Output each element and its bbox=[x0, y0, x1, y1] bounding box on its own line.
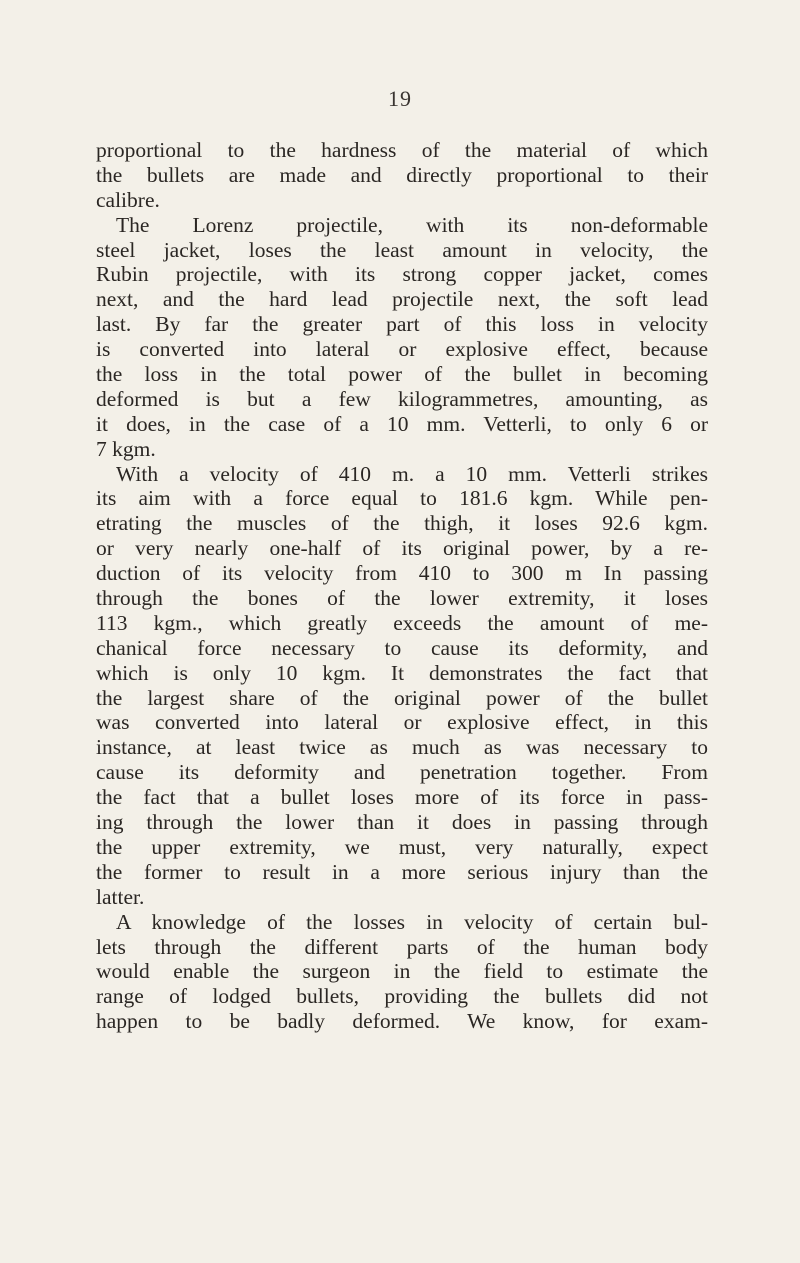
text-line: The Lorenz projectile, with its non-deformable bbox=[116, 212, 708, 237]
text-line: the fact that a bullet loses more of its force in pass- bbox=[96, 785, 708, 810]
text-line: would enable the surgeon in the field to estimate the bbox=[96, 959, 708, 984]
text-line: Rubin projectile, with its strong copper jacket, comes bbox=[96, 262, 708, 287]
text-line: the upper extremity, we must, very naturally, expect bbox=[96, 834, 708, 859]
text-line: deformed is but a few kilogrammetres, amounting, as bbox=[96, 386, 708, 411]
text-line: or very nearly one-half of its original power, by a re- bbox=[96, 536, 708, 561]
text-line: latter. bbox=[96, 884, 145, 909]
text-line: which is only 10 kgm. It demonstrates the fact that bbox=[96, 660, 708, 685]
text-line: it does, in the case of a 10 mm. Vetterli, to only 6 or bbox=[96, 411, 708, 436]
text-line: is converted into lateral or explosive effect, because bbox=[96, 337, 708, 362]
text-line: cause its deformity and penetration together. From bbox=[96, 760, 708, 785]
text-line: calibre. bbox=[96, 187, 160, 212]
text-line: the former to result in a more serious injury than the bbox=[96, 859, 708, 884]
text-line: etrating the muscles of the thigh, it loses 92.6 kgm. bbox=[96, 511, 708, 536]
text-line: steel jacket, loses the least amount in velocity, the bbox=[96, 237, 708, 262]
text-line: was converted into lateral or explosive effect, in this bbox=[96, 710, 708, 735]
text-line: its aim with a force equal to 181.6 kgm. While pen- bbox=[96, 486, 708, 511]
text-line: A knowledge of the losses in velocity of certain bul- bbox=[116, 909, 708, 934]
text-line: lets through the different parts of the human body bbox=[96, 934, 708, 959]
text-line: duction of its velocity from 410 to 300 m In passing bbox=[96, 561, 708, 586]
text-line: last. By far the greater part of this loss in velocity bbox=[96, 312, 708, 337]
text-line: the loss in the total power of the bullet in becoming bbox=[96, 362, 708, 387]
text-line: the largest share of the original power of the bullet bbox=[96, 685, 708, 710]
text-line: chanical force necessary to cause its deformity, and bbox=[96, 635, 708, 660]
text-line: 113 kgm., which greatly exceeds the amount of me- bbox=[96, 610, 708, 635]
text-line: through the bones of the lower extremity, it loses bbox=[96, 586, 708, 611]
text-line: range of lodged bullets, providing the bullets did not bbox=[96, 984, 708, 1009]
text-line: 7 kgm. bbox=[96, 436, 156, 461]
text-line: the bullets are made and directly proportional to their bbox=[96, 162, 708, 187]
text-line: With a velocity of 410 m. a 10 mm. Vetterli strikes bbox=[116, 461, 708, 486]
body-text bbox=[96, 138, 708, 1034]
text-line: proportional to the hardness of the material of which bbox=[96, 138, 708, 162]
text-line: happen to be badly deformed. We know, for exam- bbox=[96, 1009, 708, 1034]
text-line: instance, at least twice as much as was necessary to bbox=[96, 735, 708, 760]
page-number: 19 bbox=[388, 86, 412, 111]
text-line: next, and the hard lead projectile next, the soft lead bbox=[96, 287, 708, 312]
text-line: ing through the lower than it does in passing through bbox=[96, 810, 708, 835]
